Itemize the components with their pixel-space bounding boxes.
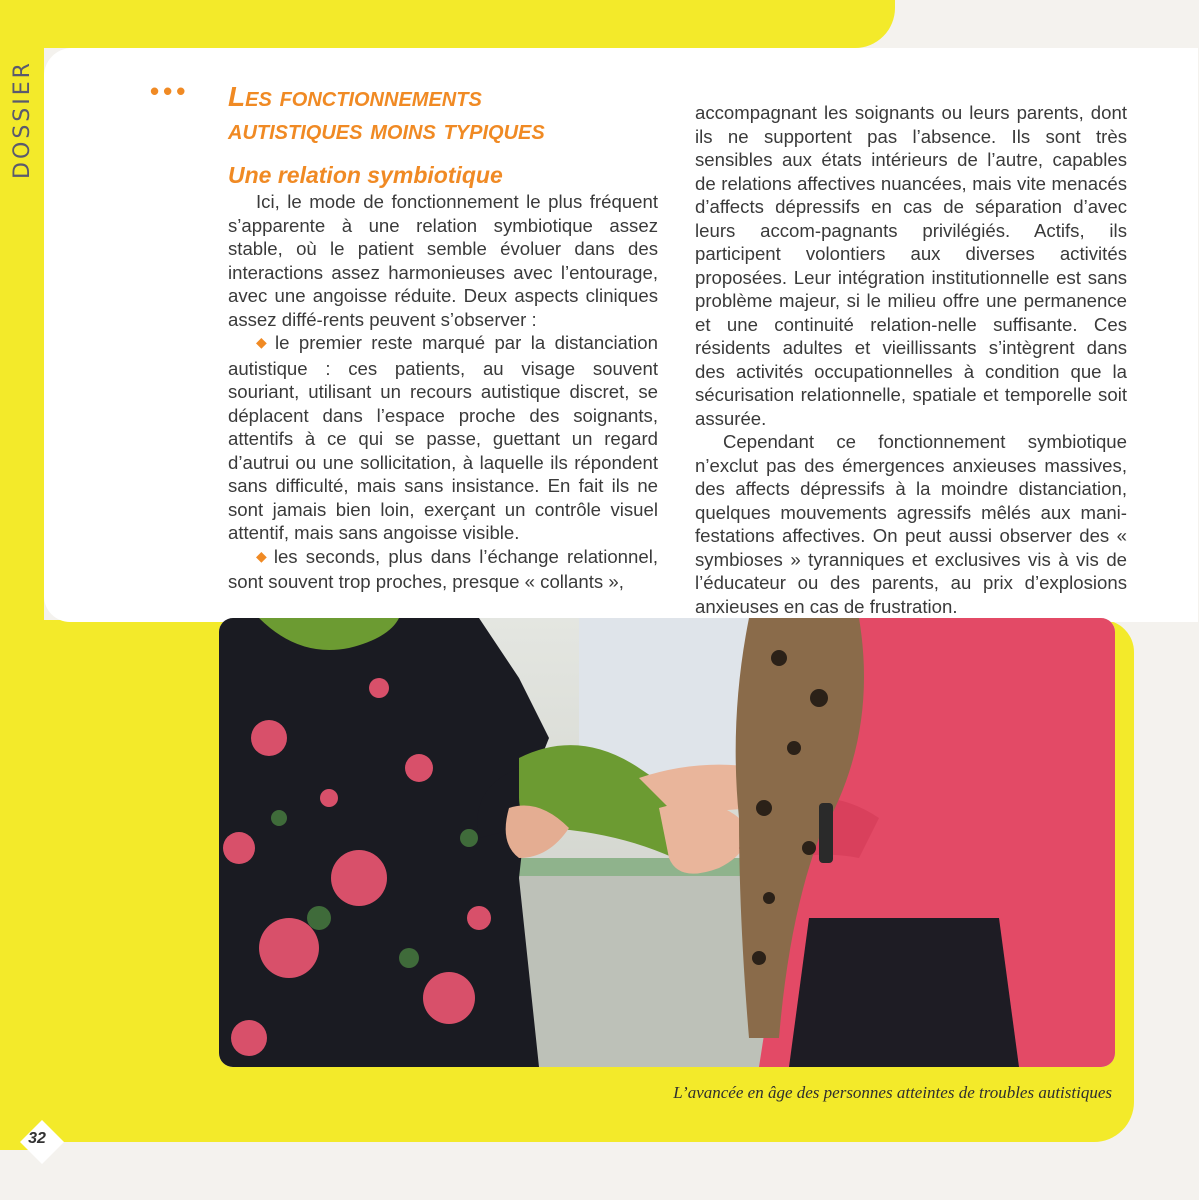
diamond-bullet-icon: ◆ bbox=[256, 334, 271, 350]
diamond-bullet-icon: ◆ bbox=[256, 547, 270, 564]
subheading: Une relation symbiotique bbox=[228, 162, 503, 188]
article-heading bbox=[228, 80, 648, 146]
heading-line-1: Les fonctionnements bbox=[228, 81, 482, 112]
section-label: DOSSIER bbox=[9, 59, 35, 179]
bullet-text: les seconds, plus dans l’échange relationnel, sont souvent trop proches, presque « collants », bbox=[228, 545, 658, 592]
text-column-2 bbox=[695, 101, 1127, 618]
text-column-1 bbox=[228, 190, 658, 594]
bullet-paragraph bbox=[228, 331, 658, 545]
bullet-text: le premier reste marqué par la distanciation autistique : ces patients, au visage souvent souriant, utilisant un recours autistique discret, se déplacent dans l’espace proche des soignants, attentifs à ce qui se passe, guettant un regard d’autrui ou une sollicitation, à laquelle ils répondent sans difficulté, mais sans insistance. En fait ils ne sont jamais bien loin, exerçant un contrôle visuel attentif, mais sans angoisse visible. bbox=[228, 332, 658, 543]
photo-caption: L’avancée en âge des personnes atteintes de troubles autistiques bbox=[673, 1083, 1112, 1102]
heading-line-2: autistiques moins typiques bbox=[228, 114, 545, 145]
section-tag bbox=[4, 44, 40, 194]
bullet-paragraph bbox=[228, 545, 658, 594]
decoration-dots: ••• bbox=[150, 76, 190, 106]
yellow-band-top bbox=[0, 0, 895, 48]
photo bbox=[219, 618, 1115, 1067]
page-number: 32 bbox=[28, 1130, 46, 1147]
bracelet bbox=[819, 803, 833, 863]
paragraph: Cependant ce fonctionnement symbiotique n’exclut pas des émergences anxieuses massives, des affects dépressifs à la moindre distanciation, quelques mouvements agressifs mêlés aux mani-festations affectives. On peut aussi observer des « symbioses » tyranniques et exclusives vis à vis de l’éducateur ou des parents, au prix d’explosions anxieuses en cas de frustration. bbox=[695, 431, 1127, 617]
photo-illustration bbox=[219, 618, 1115, 1067]
paragraph: Ici, le mode de fonctionnement le plus fréquent s’apparente à une relation symbiotique assez stable, où le patient semble évoluer dans des interactions assez harmonieuses avec l’entourage, avec une angoisse réduite. Deux aspects cliniques assez diffé-rents peuvent s’observer : bbox=[228, 191, 658, 330]
paragraph: accompagnant les soignants ou leurs parents, dont ils ne supportent pas l’absence. Ils sont très sensibles aux états intérieurs de l’autre, capables de relations affectives nuancées, mais vite menacés d’affects dépressifs en cas de séparation d’avec leurs accom-pagnants privilégiés. Actifs, ils participent volontiers aux diverses activités proposées. Leur intégration institutionnelle est sans problème majeur, si le milieu offre une permanence et une continuité relation-nelle suffisante. Ces résidents adultes et vieillissants s’intègrent dans des activités occupationnelles à condition que la sécurisation relationnelle, spatiale et temporelle soit assurée. bbox=[695, 102, 1127, 429]
